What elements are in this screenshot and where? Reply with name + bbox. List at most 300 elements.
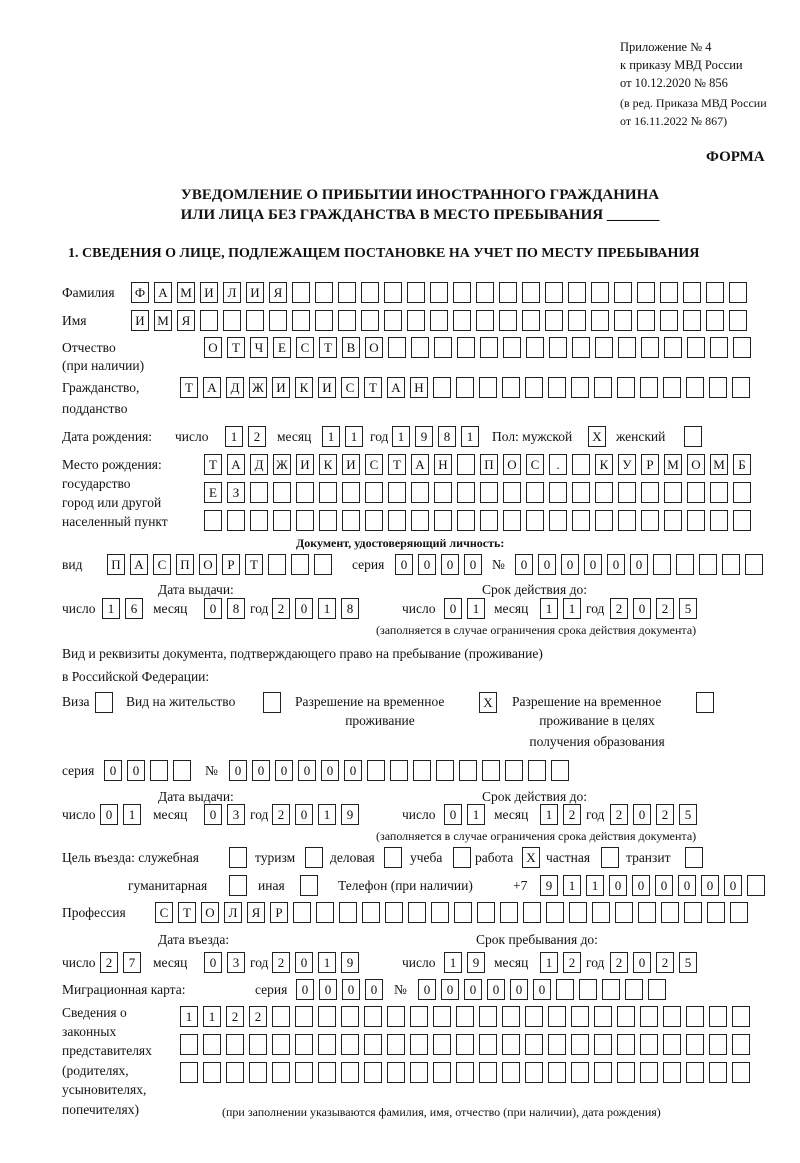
char-box[interactable]: X <box>479 692 497 713</box>
birthplace-line1-field[interactable] <box>204 454 751 475</box>
purpose-work-checkbox[interactable] <box>522 847 540 868</box>
char-box[interactable] <box>526 482 544 503</box>
char-box[interactable]: С <box>526 454 544 475</box>
char-box[interactable]: Я <box>177 310 195 331</box>
char-box[interactable] <box>641 510 659 531</box>
char-box[interactable] <box>625 979 643 1000</box>
char-box[interactable] <box>407 310 425 331</box>
char-box[interactable]: 1 <box>461 426 479 447</box>
char-box[interactable] <box>319 482 337 503</box>
trp-checkbox[interactable] <box>479 692 497 713</box>
char-box[interactable] <box>733 482 751 503</box>
char-box[interactable]: 0 <box>464 554 482 575</box>
char-box[interactable]: 0 <box>441 979 459 1000</box>
char-box[interactable]: К <box>595 454 613 475</box>
char-box[interactable] <box>364 1062 382 1083</box>
char-box[interactable] <box>640 1034 658 1055</box>
stay-valid-year-field[interactable] <box>610 804 697 825</box>
char-box[interactable] <box>699 554 717 575</box>
char-box[interactable]: 0 <box>633 952 651 973</box>
char-box[interactable]: 0 <box>609 875 627 896</box>
char-box[interactable]: 0 <box>342 979 360 1000</box>
char-box[interactable]: 0 <box>633 804 651 825</box>
char-box[interactable] <box>150 760 168 781</box>
sex-female-checkbox[interactable] <box>684 426 702 447</box>
char-box[interactable] <box>480 482 498 503</box>
char-box[interactable]: Б <box>733 454 751 475</box>
char-box[interactable]: В <box>342 337 360 358</box>
char-box[interactable] <box>505 760 523 781</box>
char-box[interactable]: 1 <box>586 875 604 896</box>
char-box[interactable]: 1 <box>345 426 363 447</box>
char-box[interactable] <box>95 692 113 713</box>
char-box[interactable] <box>482 760 500 781</box>
char-box[interactable]: О <box>687 454 705 475</box>
char-box[interactable]: X <box>522 847 540 868</box>
char-box[interactable]: 1 <box>318 598 336 619</box>
char-box[interactable]: З <box>227 482 245 503</box>
char-box[interactable] <box>733 337 751 358</box>
char-box[interactable] <box>663 1034 681 1055</box>
stay-issued-day-field[interactable] <box>100 804 141 825</box>
char-box[interactable] <box>296 510 314 531</box>
char-box[interactable] <box>502 1062 520 1083</box>
char-box[interactable] <box>250 482 268 503</box>
char-box[interactable] <box>180 1062 198 1083</box>
char-box[interactable] <box>173 760 191 781</box>
char-box[interactable] <box>292 282 310 303</box>
char-box[interactable] <box>686 1034 704 1055</box>
char-box[interactable]: Т <box>180 377 198 398</box>
char-box[interactable]: П <box>176 554 194 575</box>
char-box[interactable]: 1 <box>563 875 581 896</box>
char-box[interactable] <box>410 1034 428 1055</box>
char-box[interactable] <box>388 337 406 358</box>
char-box[interactable]: И <box>342 454 360 475</box>
char-box[interactable]: 1 <box>540 598 558 619</box>
char-box[interactable] <box>525 377 543 398</box>
char-box[interactable] <box>637 310 655 331</box>
char-box[interactable]: 2 <box>272 952 290 973</box>
char-box[interactable] <box>227 510 245 531</box>
char-box[interactable]: Е <box>204 482 222 503</box>
char-box[interactable]: 1 <box>123 804 141 825</box>
visa-checkbox[interactable] <box>95 692 113 713</box>
char-box[interactable]: 2 <box>610 804 628 825</box>
char-box[interactable] <box>361 310 379 331</box>
char-box[interactable] <box>338 310 356 331</box>
char-box[interactable] <box>318 1062 336 1083</box>
purpose-tourism-checkbox[interactable] <box>305 847 323 868</box>
char-box[interactable]: Л <box>223 282 241 303</box>
residence-permit-checkbox[interactable] <box>263 692 281 713</box>
birth-month-field[interactable] <box>322 426 363 447</box>
char-box[interactable]: И <box>296 454 314 475</box>
char-box[interactable] <box>684 426 702 447</box>
char-box[interactable] <box>663 1006 681 1027</box>
char-box[interactable]: Т <box>364 377 382 398</box>
char-box[interactable]: 2 <box>272 598 290 619</box>
char-box[interactable]: Ф <box>131 282 149 303</box>
char-box[interactable] <box>653 554 671 575</box>
char-box[interactable] <box>709 377 727 398</box>
char-box[interactable] <box>525 1062 543 1083</box>
char-box[interactable]: 0 <box>538 554 556 575</box>
char-box[interactable] <box>249 1062 267 1083</box>
char-box[interactable] <box>709 1062 727 1083</box>
id-doc-type-field[interactable] <box>107 554 332 575</box>
char-box[interactable] <box>433 1006 451 1027</box>
migration-series-field[interactable] <box>296 979 383 1000</box>
char-box[interactable]: 9 <box>467 952 485 973</box>
char-box[interactable] <box>591 282 609 303</box>
char-box[interactable]: 0 <box>441 554 459 575</box>
char-box[interactable] <box>640 1006 658 1027</box>
char-box[interactable]: 0 <box>252 760 270 781</box>
char-box[interactable]: 5 <box>679 804 697 825</box>
char-box[interactable] <box>411 482 429 503</box>
char-box[interactable] <box>362 902 380 923</box>
char-box[interactable] <box>364 1006 382 1027</box>
char-box[interactable]: 2 <box>610 952 628 973</box>
char-box[interactable] <box>433 1062 451 1083</box>
char-box[interactable] <box>411 337 429 358</box>
char-box[interactable] <box>664 482 682 503</box>
char-box[interactable] <box>579 979 597 1000</box>
char-box[interactable]: А <box>130 554 148 575</box>
char-box[interactable] <box>549 510 567 531</box>
purpose-business-checkbox[interactable] <box>384 847 402 868</box>
char-box[interactable]: 0 <box>444 598 462 619</box>
purpose-private-checkbox[interactable] <box>601 847 619 868</box>
char-box[interactable]: 0 <box>127 760 145 781</box>
char-box[interactable] <box>407 282 425 303</box>
char-box[interactable] <box>229 847 247 868</box>
char-box[interactable]: Р <box>222 554 240 575</box>
char-box[interactable]: 5 <box>679 952 697 973</box>
char-box[interactable]: О <box>365 337 383 358</box>
char-box[interactable] <box>203 1034 221 1055</box>
char-box[interactable] <box>291 554 309 575</box>
char-box[interactable] <box>571 377 589 398</box>
char-box[interactable]: 1 <box>444 952 462 973</box>
char-box[interactable]: И <box>131 310 149 331</box>
char-box[interactable] <box>696 692 714 713</box>
char-box[interactable] <box>640 1062 658 1083</box>
char-box[interactable]: И <box>318 377 336 398</box>
id-valid-day-field[interactable] <box>444 598 485 619</box>
char-box[interactable]: 1 <box>203 1006 221 1027</box>
char-box[interactable]: 2 <box>656 952 674 973</box>
char-box[interactable]: А <box>154 282 172 303</box>
char-box[interactable] <box>293 902 311 923</box>
char-box[interactable]: 0 <box>204 952 222 973</box>
char-box[interactable] <box>272 1006 290 1027</box>
id-doc-number-field[interactable] <box>515 554 763 575</box>
char-box[interactable]: 1 <box>540 804 558 825</box>
char-box[interactable] <box>730 902 748 923</box>
char-box[interactable]: Ч <box>250 337 268 358</box>
char-box[interactable]: С <box>365 454 383 475</box>
char-box[interactable] <box>249 1034 267 1055</box>
char-box[interactable] <box>454 902 472 923</box>
char-box[interactable]: 0 <box>229 760 247 781</box>
char-box[interactable]: 1 <box>318 804 336 825</box>
id-doc-series-field[interactable] <box>395 554 482 575</box>
char-box[interactable] <box>476 310 494 331</box>
char-box[interactable] <box>479 377 497 398</box>
char-box[interactable] <box>296 482 314 503</box>
char-box[interactable] <box>341 1006 359 1027</box>
char-box[interactable]: X <box>588 426 606 447</box>
char-box[interactable] <box>480 337 498 358</box>
char-box[interactable]: 0 <box>701 875 719 896</box>
char-box[interactable] <box>384 847 402 868</box>
char-box[interactable]: 9 <box>341 804 359 825</box>
char-box[interactable]: 0 <box>510 979 528 1000</box>
char-box[interactable] <box>479 1062 497 1083</box>
char-box[interactable] <box>503 510 521 531</box>
char-box[interactable] <box>572 482 590 503</box>
char-box[interactable]: Д <box>250 454 268 475</box>
char-box[interactable] <box>319 510 337 531</box>
char-box[interactable] <box>365 482 383 503</box>
birthplace-line3-field[interactable] <box>204 510 751 531</box>
char-box[interactable] <box>594 1034 612 1055</box>
char-box[interactable] <box>453 847 471 868</box>
char-box[interactable] <box>453 310 471 331</box>
char-box[interactable]: О <box>201 902 219 923</box>
char-box[interactable] <box>272 1034 290 1055</box>
char-box[interactable] <box>456 1062 474 1083</box>
char-box[interactable] <box>732 1034 750 1055</box>
char-box[interactable]: 0 <box>100 804 118 825</box>
id-issued-month-field[interactable] <box>204 598 245 619</box>
char-box[interactable] <box>502 1034 520 1055</box>
char-box[interactable]: 9 <box>540 875 558 896</box>
purpose-transit-checkbox[interactable] <box>685 847 703 868</box>
char-box[interactable]: 2 <box>272 804 290 825</box>
char-box[interactable] <box>436 760 454 781</box>
char-box[interactable]: 0 <box>533 979 551 1000</box>
char-box[interactable] <box>733 510 751 531</box>
char-box[interactable] <box>595 482 613 503</box>
char-box[interactable] <box>341 1034 359 1055</box>
char-box[interactable] <box>500 902 518 923</box>
char-box[interactable] <box>431 902 449 923</box>
char-box[interactable] <box>686 377 704 398</box>
char-box[interactable]: С <box>341 377 359 398</box>
char-box[interactable] <box>706 310 724 331</box>
char-box[interactable] <box>384 282 402 303</box>
char-box[interactable]: 0 <box>724 875 742 896</box>
char-box[interactable]: 2 <box>563 804 581 825</box>
char-box[interactable] <box>707 902 725 923</box>
char-box[interactable]: 2 <box>656 598 674 619</box>
char-box[interactable]: 0 <box>444 804 462 825</box>
char-box[interactable] <box>503 337 521 358</box>
char-box[interactable] <box>273 510 291 531</box>
char-box[interactable]: 1 <box>540 952 558 973</box>
char-box[interactable] <box>617 1006 635 1027</box>
char-box[interactable] <box>456 1034 474 1055</box>
char-box[interactable] <box>546 902 564 923</box>
char-box[interactable] <box>648 979 666 1000</box>
char-box[interactable]: 0 <box>295 804 313 825</box>
char-box[interactable] <box>548 377 566 398</box>
char-box[interactable] <box>457 454 475 475</box>
char-box[interactable] <box>676 554 694 575</box>
char-box[interactable] <box>572 337 590 358</box>
char-box[interactable] <box>686 1006 704 1027</box>
char-box[interactable] <box>548 1034 566 1055</box>
char-box[interactable] <box>523 902 541 923</box>
char-box[interactable] <box>522 310 540 331</box>
surname-field[interactable] <box>131 282 747 303</box>
char-box[interactable]: Ж <box>249 377 267 398</box>
char-box[interactable] <box>618 482 636 503</box>
char-box[interactable]: 0 <box>418 554 436 575</box>
char-box[interactable]: О <box>204 337 222 358</box>
char-box[interactable]: 0 <box>104 760 122 781</box>
char-box[interactable] <box>273 482 291 503</box>
char-box[interactable] <box>269 310 287 331</box>
stay-valid-month-field[interactable] <box>540 804 581 825</box>
char-box[interactable] <box>364 1034 382 1055</box>
char-box[interactable] <box>479 1006 497 1027</box>
char-box[interactable] <box>732 1062 750 1083</box>
char-box[interactable]: 0 <box>584 554 602 575</box>
char-box[interactable] <box>226 1034 244 1055</box>
char-box[interactable] <box>457 510 475 531</box>
char-box[interactable]: 0 <box>561 554 579 575</box>
char-box[interactable] <box>292 310 310 331</box>
char-box[interactable] <box>592 902 610 923</box>
char-box[interactable] <box>615 902 633 923</box>
char-box[interactable]: 0 <box>344 760 362 781</box>
char-box[interactable] <box>305 847 323 868</box>
char-box[interactable] <box>618 337 636 358</box>
char-box[interactable] <box>710 482 728 503</box>
char-box[interactable] <box>295 1006 313 1027</box>
char-box[interactable] <box>502 377 520 398</box>
char-box[interactable]: О <box>199 554 217 575</box>
char-box[interactable]: Т <box>204 454 222 475</box>
char-box[interactable]: С <box>155 902 173 923</box>
char-box[interactable] <box>638 902 656 923</box>
char-box[interactable] <box>706 282 724 303</box>
char-box[interactable]: 3 <box>227 804 245 825</box>
char-box[interactable]: 7 <box>123 952 141 973</box>
char-box[interactable]: 9 <box>341 952 359 973</box>
char-box[interactable]: 2 <box>249 1006 267 1027</box>
char-box[interactable] <box>410 1006 428 1027</box>
char-box[interactable]: 9 <box>415 426 433 447</box>
char-box[interactable] <box>525 1006 543 1027</box>
char-box[interactable] <box>384 310 402 331</box>
representatives-line1-field[interactable] <box>180 1006 750 1027</box>
char-box[interactable] <box>732 1006 750 1027</box>
stay-issued-year-field[interactable] <box>272 804 359 825</box>
stay-series-field[interactable] <box>104 760 191 781</box>
char-box[interactable] <box>180 1034 198 1055</box>
char-box[interactable] <box>568 310 586 331</box>
char-box[interactable]: Р <box>641 454 659 475</box>
char-box[interactable] <box>732 377 750 398</box>
char-box[interactable] <box>499 282 517 303</box>
char-box[interactable] <box>430 310 448 331</box>
char-box[interactable]: М <box>154 310 172 331</box>
char-box[interactable]: 0 <box>296 979 314 1000</box>
entry-year-field[interactable] <box>272 952 359 973</box>
char-box[interactable]: 0 <box>418 979 436 1000</box>
char-box[interactable] <box>572 454 590 475</box>
char-box[interactable] <box>594 1062 612 1083</box>
char-box[interactable] <box>295 1034 313 1055</box>
char-box[interactable]: Я <box>269 282 287 303</box>
char-box[interactable]: 1 <box>392 426 410 447</box>
char-box[interactable] <box>571 1006 589 1027</box>
char-box[interactable] <box>614 310 632 331</box>
char-box[interactable] <box>456 1006 474 1027</box>
char-box[interactable] <box>568 282 586 303</box>
char-box[interactable] <box>365 510 383 531</box>
birthplace-line2-field[interactable] <box>204 482 751 503</box>
char-box[interactable]: 0 <box>321 760 339 781</box>
char-box[interactable]: 3 <box>227 952 245 973</box>
char-box[interactable]: 0 <box>295 598 313 619</box>
char-box[interactable]: У <box>618 454 636 475</box>
representatives-line3-field[interactable] <box>180 1062 750 1083</box>
char-box[interactable] <box>687 482 705 503</box>
char-box[interactable] <box>548 1006 566 1027</box>
phone-field[interactable] <box>540 875 765 896</box>
char-box[interactable]: 0 <box>678 875 696 896</box>
char-box[interactable] <box>684 902 702 923</box>
char-box[interactable] <box>747 875 765 896</box>
char-box[interactable]: 1 <box>102 598 120 619</box>
char-box[interactable]: М <box>710 454 728 475</box>
char-box[interactable]: С <box>296 337 314 358</box>
char-box[interactable] <box>551 760 569 781</box>
char-box[interactable] <box>223 310 241 331</box>
char-box[interactable] <box>390 760 408 781</box>
char-box[interactable] <box>434 510 452 531</box>
char-box[interactable] <box>250 510 268 531</box>
char-box[interactable]: 1 <box>467 598 485 619</box>
char-box[interactable]: 0 <box>487 979 505 1000</box>
char-box[interactable] <box>338 282 356 303</box>
char-box[interactable] <box>226 1062 244 1083</box>
char-box[interactable]: Е <box>273 337 291 358</box>
char-box[interactable] <box>683 282 701 303</box>
stay-until-day-field[interactable] <box>444 952 485 973</box>
char-box[interactable]: О <box>503 454 521 475</box>
char-box[interactable] <box>729 282 747 303</box>
char-box[interactable] <box>453 282 471 303</box>
char-box[interactable] <box>342 482 360 503</box>
char-box[interactable] <box>686 1062 704 1083</box>
char-box[interactable] <box>595 337 613 358</box>
char-box[interactable]: 0 <box>204 598 222 619</box>
char-box[interactable]: 0 <box>632 875 650 896</box>
char-box[interactable] <box>434 337 452 358</box>
purpose-official-checkbox[interactable] <box>229 847 247 868</box>
char-box[interactable] <box>618 510 636 531</box>
char-box[interactable] <box>549 482 567 503</box>
char-box[interactable] <box>722 554 740 575</box>
char-box[interactable]: Н <box>410 377 428 398</box>
